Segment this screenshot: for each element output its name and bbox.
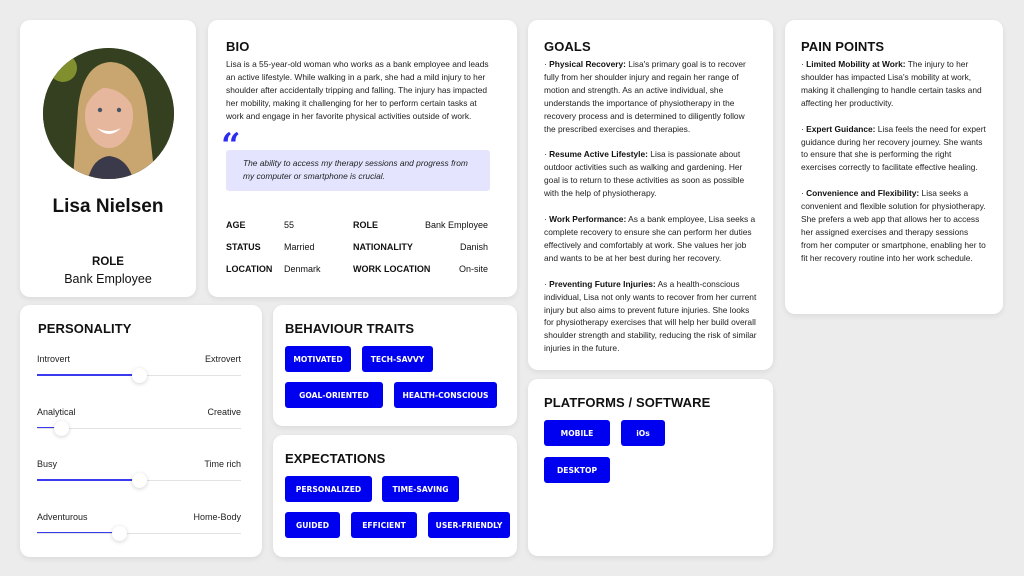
slider-left-label: Introvert [37, 354, 71, 364]
expectations-title: EXPECTATIONS [285, 451, 386, 466]
tag-goal-oriented[interactable]: GOAL-ORIENTED [285, 382, 383, 408]
slider-fill [37, 374, 139, 376]
behaviour-title: BEHAVIOUR TRAITS [285, 321, 415, 336]
profile-card [20, 20, 196, 297]
slider-thumb[interactable] [132, 368, 147, 383]
bio-card [208, 20, 517, 297]
fact-label: NATIONALITY [353, 242, 413, 252]
tag-guided[interactable]: GUIDED [285, 512, 340, 538]
goals-list [544, 58, 757, 355]
pain-point-item: · Convenience and Flexibility: Lisa seeks a convenient and flexible solution for physiotherapy. She prefers a web app that allows her to access her assigned exercises and therapy sessions from her computer or smartphone, enabling her to fit her recovery routine into her work schedule. [801, 188, 986, 263]
fact-label: AGE [226, 220, 246, 230]
role-value: Bank Employee [64, 272, 152, 286]
personality-slider[interactable] [37, 512, 241, 552]
slider-thumb[interactable] [54, 421, 69, 436]
slider-right-label: Creative [207, 406, 241, 417]
slider-right-label: Home-Body [193, 511, 241, 522]
tag-time-saving[interactable]: TIME-SAVING [382, 476, 459, 502]
personality-slider[interactable] [37, 407, 241, 447]
pain-points-title: PAIN POINTS [801, 39, 885, 54]
personality-title: PERSONALITY [38, 321, 132, 336]
tag-personalized[interactable]: PERSONALIZED [285, 476, 372, 502]
slider-fill [37, 532, 119, 534]
personality-slider[interactable] [37, 354, 241, 394]
goal-item: · Resume Active Lifestyle: Lisa is passionate about outdoor activities such as walking and gardening. Her goal is to return to these activities as soon as possible with the help of physiotherapy. [544, 149, 745, 199]
slider-fill [37, 479, 139, 481]
goals-card [528, 20, 773, 370]
persona-name: Lisa Nielsen [52, 196, 164, 217]
fact-value: 55 [284, 220, 295, 230]
goals-title: GOALS [544, 39, 591, 54]
expectations-card [273, 435, 517, 557]
fact-value: Denmark [284, 264, 321, 274]
quote-icon: “ [221, 126, 241, 166]
tag-ios[interactable]: iOs [621, 420, 665, 446]
bio-title: BIO [226, 39, 250, 54]
pain-points-card [785, 20, 1003, 314]
goal-item: · Preventing Future Injuries: As a health-conscious individual, Lisa not only wants to recover from her current injury but also aims to prevent future injuries. She looks for physiotherapy exercises that will help her build overall shoulder strength and stability, reducing the risk of similar injuries in the future. [544, 278, 757, 354]
slider-right-label: Time rich [204, 459, 241, 469]
tag-motivated[interactable]: MOTIVATED [285, 346, 351, 372]
pain-point-item: · Limited Mobility at Work: The injury to her shoulder has impacted Lisa's mobility at work, making it challenging to handle certain tasks and affecting her productivity. [801, 59, 982, 108]
slider-left-label: Busy [37, 459, 58, 469]
slider-thumb[interactable] [132, 473, 147, 488]
slider-right-label: Extrovert [204, 354, 241, 364]
behaviour-traits-card [273, 305, 517, 426]
tag-health-conscious[interactable]: HEALTH-CONSCIOUS [394, 382, 497, 408]
fact-label: WORK LOCATION [353, 264, 431, 274]
platforms-card [528, 379, 773, 556]
slider-left-label: Adventurous [37, 511, 88, 522]
goal-item: · Work Performance: As a bank employee, Lisa seeks a complete recovery to ensure she can perform her duties effectively and comfortably at work. She values her job and wants to be at her best during her recovery. [544, 214, 756, 263]
pain-point-item: · Expert Guidance: Lisa feels the need for expert guidance during her recovery journey. She wants to ensure that she is performing the right exercises correctly to facilitate effective healing. [801, 123, 986, 173]
tag-tech-savvy[interactable]: TECH-SAVVY [362, 346, 433, 372]
quote-text: The ability to access my therapy sessions and progress from my computer or smartphone is crucial. [243, 158, 468, 181]
platforms-title: PLATFORMS / SOFTWARE [544, 395, 711, 410]
tag-mobile[interactable]: MOBILE [544, 420, 610, 446]
tag-efficient[interactable]: EFFICIENT [351, 512, 417, 538]
slider-thumb[interactable] [112, 526, 127, 541]
fact-label: ROLE [353, 220, 379, 230]
fact-value: Bank Employee [424, 220, 488, 230]
tag-desktop[interactable]: DESKTOP [544, 457, 610, 483]
fact-value: Married [284, 242, 315, 252]
fact-value: Danish [459, 242, 488, 252]
tag-user-friendly[interactable]: USER-FRIENDLY [428, 512, 510, 538]
goal-item: · Physical Recovery: Lisa's primary goal is to recover fully from her shoulder injury and regain her range of motion and strength. As an active individual, she understands the importance of physiotherapy in the recovery process and is determined to diligently follow the prescribed exercises and therapies. [544, 59, 746, 134]
fact-label: LOCATION [226, 264, 273, 274]
bio-text: Lisa is a 55-year-old woman who works as a bank employee and leads an active lifestyle. While walking in a park, she had a mild injury to her shoulder after accidentally tripping and falling. The injury has impacted her mobility, making it challenging for her to perform certain tasks at work and engage in her favorite physical activities outside of work. [226, 59, 489, 121]
slider-left-label: Analytical [37, 406, 76, 417]
personality-slider[interactable] [37, 459, 241, 499]
personality-card [20, 305, 262, 557]
pain-points-list [801, 58, 987, 265]
role-label: ROLE [92, 256, 124, 268]
quote-box [221, 126, 490, 191]
fact-label: STATUS [226, 242, 261, 252]
avatar [43, 48, 174, 179]
fact-value: On-site [458, 264, 488, 274]
